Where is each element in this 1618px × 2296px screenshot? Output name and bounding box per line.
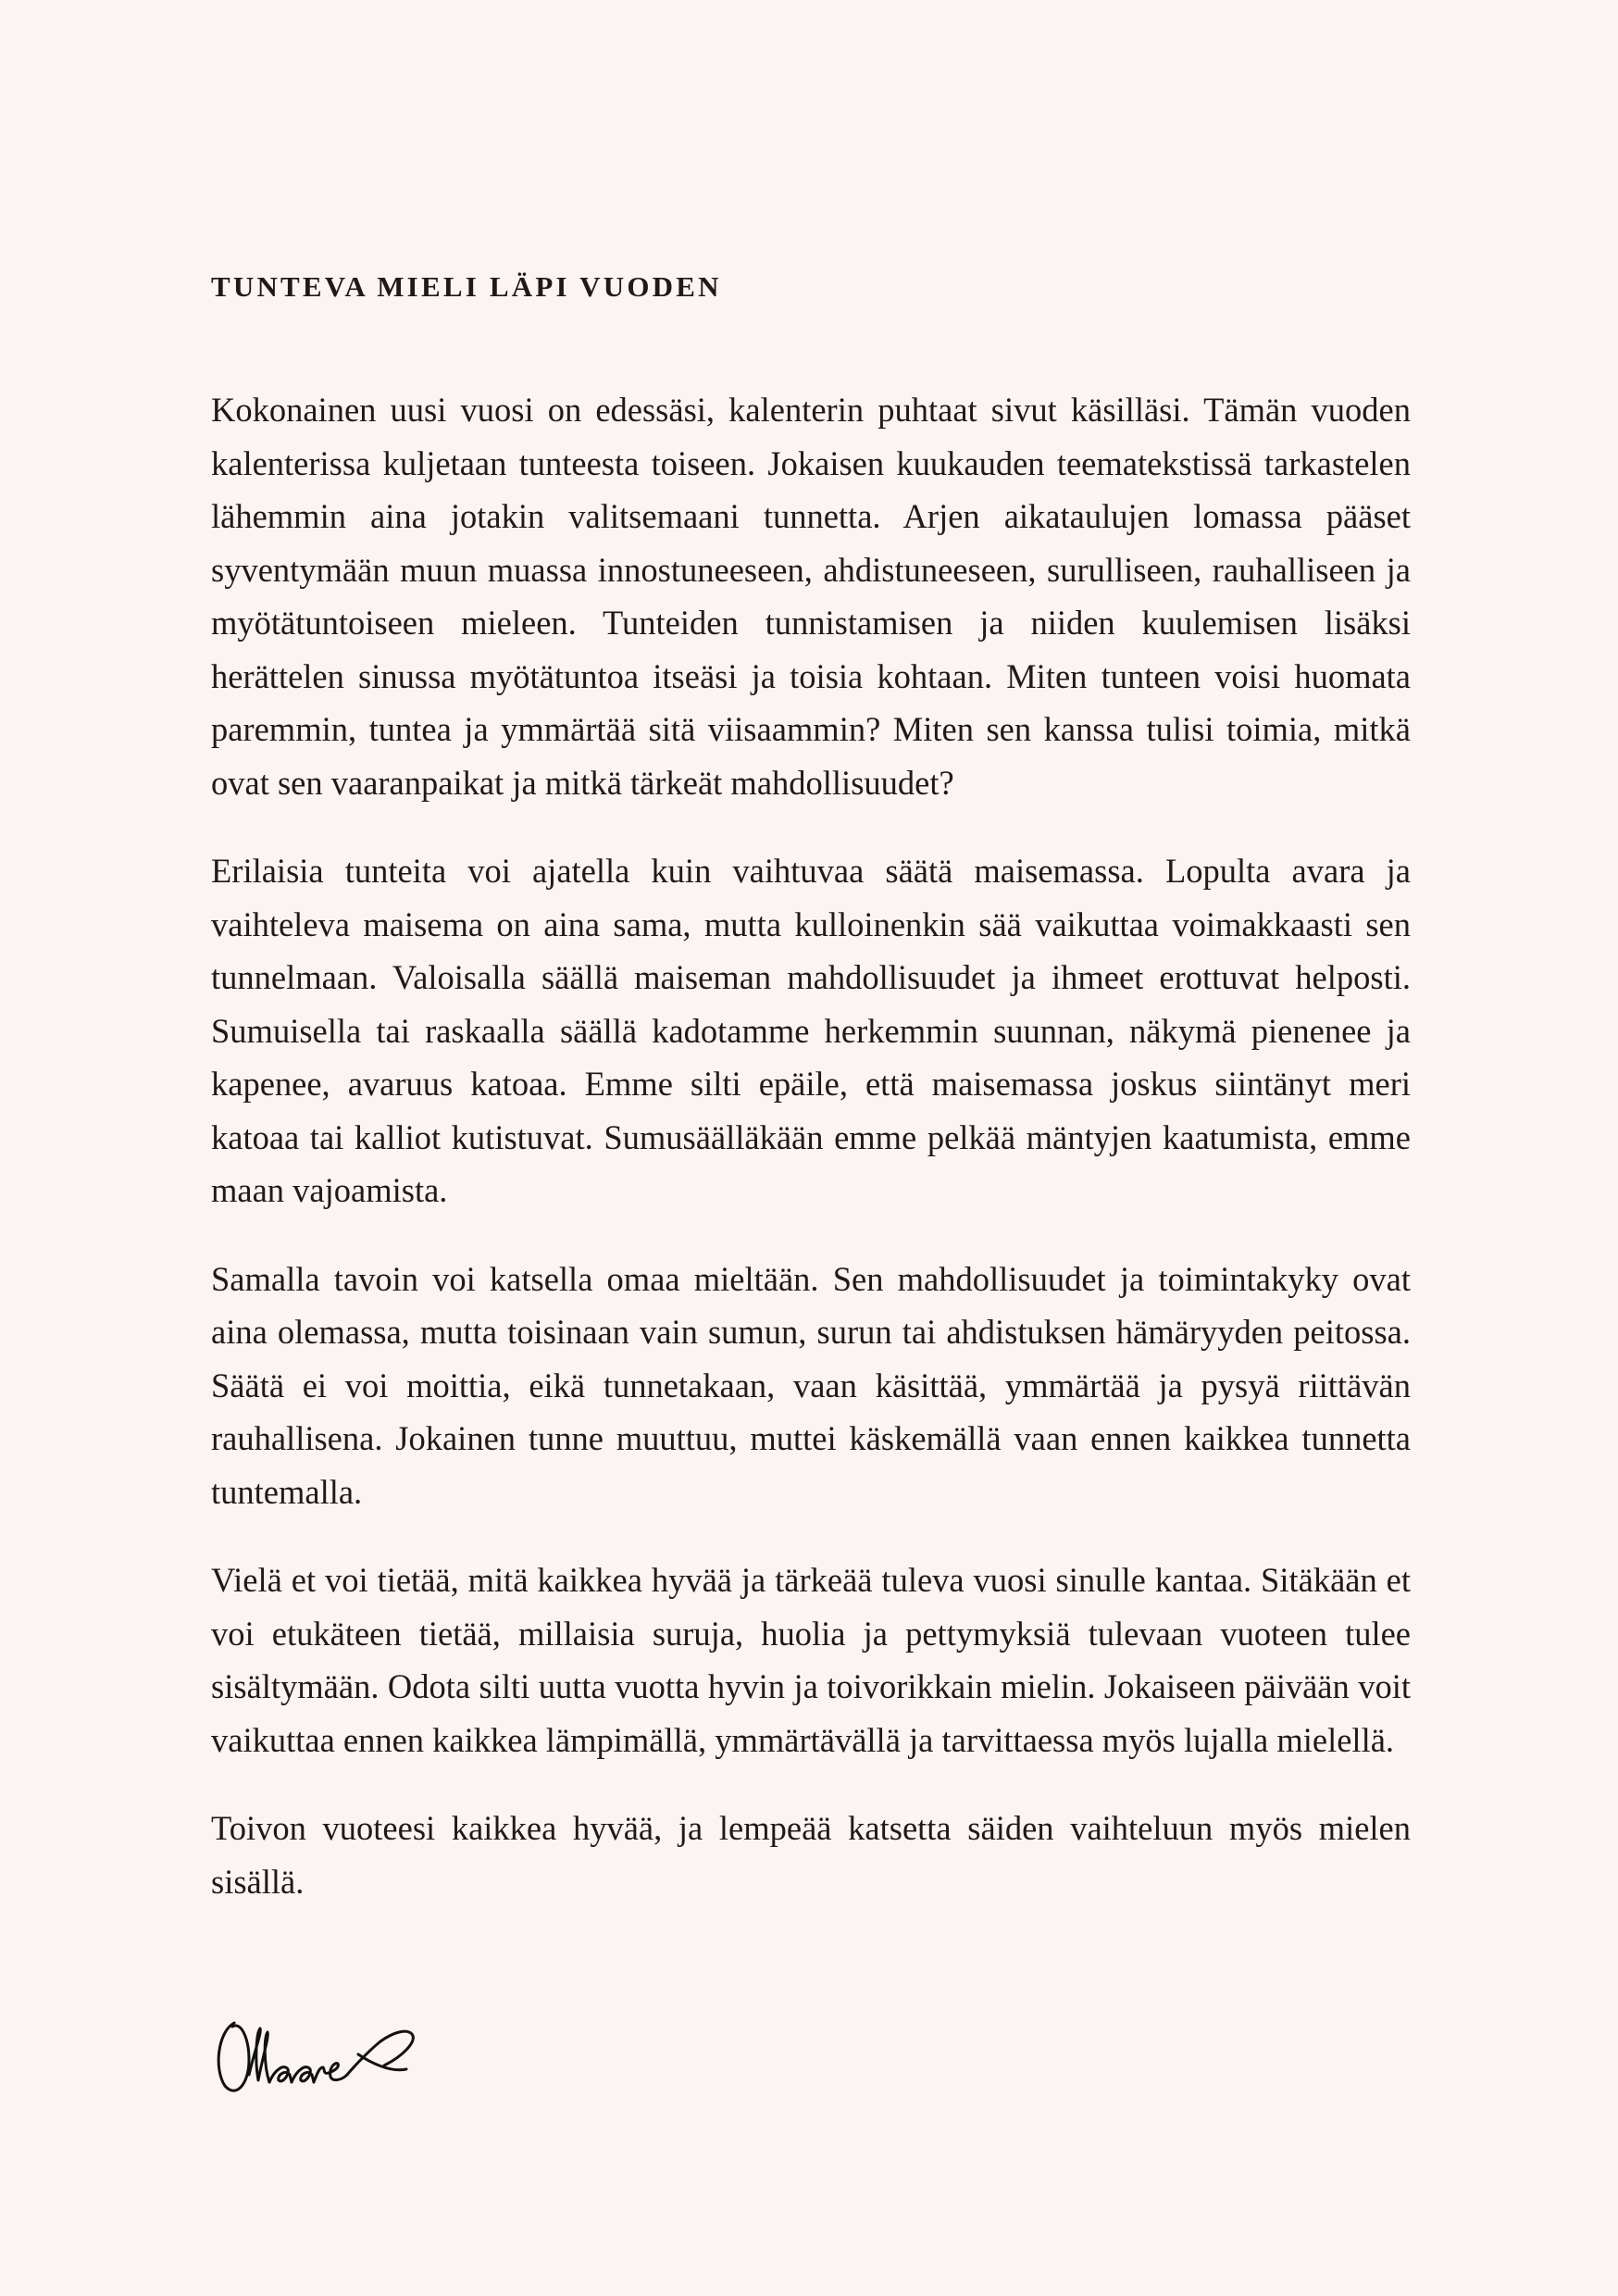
letter-body (211, 268, 1411, 1908)
paragraph-4: Vielä et voi tietää, mitä kaikkea hyvää ja tärkeää tuleva vuosi sinulle kantaa. Sitäkään et voi etukäteen tietää, millaisia suruja, huolia ja pettymyksiä tulevaan vuoteen tulee sisältymään. Odota silti uutta vuotta hyvin ja toivorikkain mielin. Jokaiseen päivään voit vaikuttaa ennen kaikkea lämpimällä, ymmärtävällä ja tarvittaessa myös lujalla mielellä. (211, 1561, 1411, 1759)
paragraph-2: Erilaisia tunteita voi ajatella kuin vaihtuvaa säätä maisemassa. Lopulta avara ja vaihteleva maisema on aina sama, mutta kulloinenkin sää vaikuttaa voimakkaasti sen tunnelmaan. Valoisalla säällä maiseman mahdollisuudet ja ihmeet erottuvat helposti. Sumuisella tai raskaalla säällä kadotamme herkemmin suunnan, näkymä pienenee ja kapenee, avaruus katoaa. Emme silti epäile, että maisemassa joskus siintänyt meri katoaa tai kalliot kutistuvat. Sumusäälläkään emme pelkää mäntyjen kaatumista, emme maan vajoamista. (211, 852, 1411, 1209)
handwritten-signature (208, 1995, 486, 2106)
paragraph-3: Samalla tavoin voi katsella omaa mieltään. Sen mahdollisuudet ja toimintakyky ovat aina olemassa, mutta toisinaan vain sumun, surun tai ahdistuksen hämäryyden peitossa. Säätä ei voi moittia, eikä tunnetakaan, vaan käsittää, ymmärtää ja pysyä riittävän rauhallisena. Jokainen tunne muuttuu, muttei käskemällä vaan ennen kaikkea tunnetta tuntemalla. (211, 1259, 1411, 1511)
paragraph-1: Kokonainen uusi vuosi on edessäsi, kalenterin puhtaat sivut käsilläsi. Tämän vuoden kalenterissa kuljetaan tunteesta toiseen. Jokaisen kuukauden teematekstissä tarkastelen lähemmin aina jotakin valitsemaani tunnetta. Arjen aikataulujen lomassa pääset syventymään muun muassa innostuneeseen, ahdistuneeseen, surulliseen, rauhalliseen ja myötätuntoiseen mieleen. Tunteiden tunnistamisen ja niiden kuulemisen lisäksi herättelen sinussa myötätuntoa itseäsi ja toisia kohtaan. Miten tunteen voisi huomata paremmin, tuntea ja ymmärtää sitä viisaammin? Miten sen kanssa tulisi toimia, mitkä ovat sen vaaranpaikat ja mitkä tärkeät mahdollisuudet? (211, 391, 1411, 802)
page-title: TUNTEVA MIELI LÄPI VUODEN (211, 270, 722, 303)
paragraph-5: Toivon vuoteesi kaikkea hyvää, ja lempeää katsetta säiden vaihteluun myös mielen sisällä. (211, 1809, 1411, 1901)
